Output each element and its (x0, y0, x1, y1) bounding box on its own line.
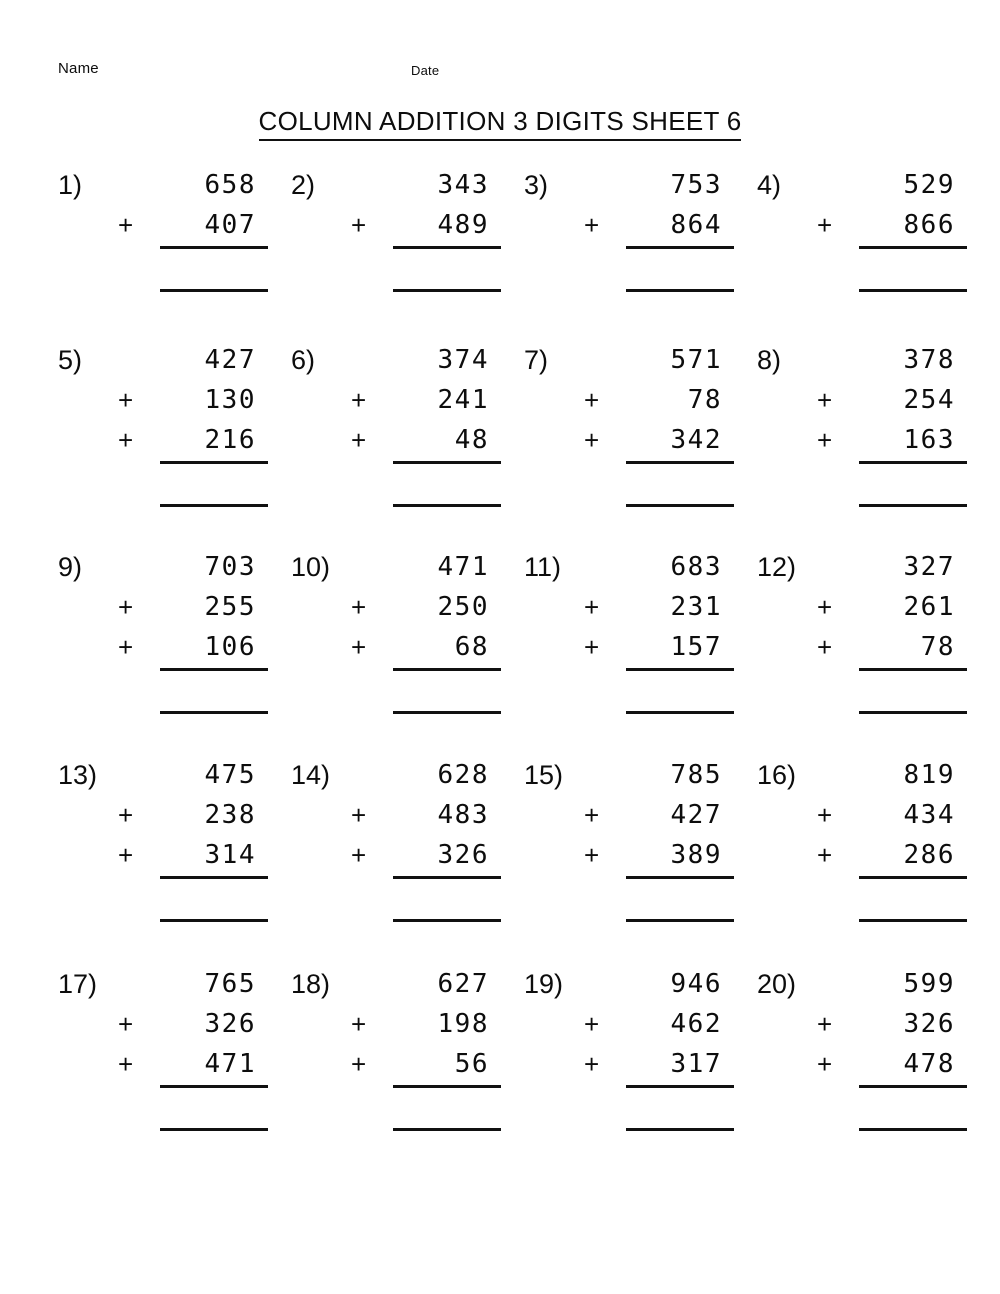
operand-rule (626, 668, 734, 671)
plus-operator: + (351, 632, 367, 662)
addend-value: 286 (903, 840, 955, 870)
addend-value: 216 (204, 425, 256, 455)
addition-problem (291, 964, 501, 1134)
plus-operator: + (118, 425, 134, 455)
first-addend-row (524, 165, 724, 205)
answer-rule[interactable] (393, 919, 501, 922)
operand-rule (160, 1085, 268, 1088)
addend-value: 571 (670, 345, 722, 375)
addend-value: 627 (437, 969, 489, 999)
addend-value: 471 (204, 1049, 256, 1079)
addend-row (291, 380, 491, 420)
operand-rule (160, 461, 268, 464)
addend-value: 374 (437, 345, 489, 375)
problem-number: 12) (757, 552, 797, 582)
addend-row (291, 587, 491, 627)
addend-row (757, 795, 957, 835)
addend-value: 483 (437, 800, 489, 830)
plus-operator: + (817, 1009, 833, 1039)
addend-value: 529 (903, 170, 955, 200)
answer-rule[interactable] (160, 919, 268, 922)
operand-rule (160, 668, 268, 671)
addend-value: 130 (204, 385, 256, 415)
problem-number: 6) (291, 345, 316, 375)
answer-rule[interactable] (626, 919, 734, 922)
addend-value: 241 (437, 385, 489, 415)
addend-value: 434 (903, 800, 955, 830)
addend-value: 427 (670, 800, 722, 830)
addend-stack (58, 755, 258, 875)
problem-number: 4) (757, 170, 782, 200)
addend-row (58, 1004, 258, 1044)
addend-stack (291, 964, 491, 1084)
answer-rule[interactable] (859, 711, 967, 714)
problem-number: 20) (757, 969, 797, 999)
plus-operator: + (118, 1009, 134, 1039)
addend-row (524, 205, 724, 245)
addition-problem (58, 755, 268, 925)
plus-operator: + (351, 385, 367, 415)
addend-value: 254 (903, 385, 955, 415)
addend-value: 628 (437, 760, 489, 790)
plus-operator: + (817, 1049, 833, 1079)
addend-value: 314 (204, 840, 256, 870)
addend-value: 785 (670, 760, 722, 790)
problem-number: 19) (524, 969, 564, 999)
answer-rule[interactable] (393, 1128, 501, 1131)
addition-problem (524, 547, 734, 717)
addition-problem (757, 340, 967, 510)
operand-rule (626, 1085, 734, 1088)
addend-row (524, 795, 724, 835)
first-addend-row (291, 755, 491, 795)
problem-number: 2) (291, 170, 316, 200)
addend-row (524, 627, 724, 667)
name-label: Name (58, 60, 99, 77)
first-addend-row (291, 964, 491, 1004)
plus-operator: + (118, 210, 134, 240)
operand-rule (859, 1085, 967, 1088)
problem-number: 13) (58, 760, 98, 790)
addend-row (524, 1044, 724, 1084)
first-addend-row (757, 755, 957, 795)
addend-row (58, 835, 258, 875)
first-addend-row (291, 165, 491, 205)
addend-value: 163 (903, 425, 955, 455)
problem-number: 7) (524, 345, 549, 375)
problem-number: 8) (757, 345, 782, 375)
addend-stack (757, 340, 957, 460)
answer-rule[interactable] (160, 504, 268, 507)
addend-value: 471 (437, 552, 489, 582)
addend-value: 106 (204, 632, 256, 662)
addition-problem (58, 964, 268, 1134)
addend-stack (524, 547, 724, 667)
plus-operator: + (817, 632, 833, 662)
operand-rule (160, 876, 268, 879)
addition-problem (524, 165, 734, 300)
plus-operator: + (118, 840, 134, 870)
plus-operator: + (351, 210, 367, 240)
problem-number: 16) (757, 760, 797, 790)
addend-row (58, 205, 258, 245)
problem-number: 3) (524, 170, 549, 200)
addition-problem (58, 165, 268, 300)
addend-stack (757, 165, 957, 245)
operand-rule (393, 246, 501, 249)
plus-operator: + (817, 210, 833, 240)
addend-value: 326 (903, 1009, 955, 1039)
problem-row (0, 547, 1000, 717)
plus-operator: + (351, 592, 367, 622)
addition-problem (757, 964, 967, 1134)
plus-operator: + (351, 1009, 367, 1039)
addend-stack (757, 547, 957, 667)
problem-number: 14) (291, 760, 331, 790)
addend-row (58, 420, 258, 460)
answer-rule[interactable] (859, 504, 967, 507)
operand-rule (393, 668, 501, 671)
addend-value: 48 (454, 425, 489, 455)
addition-problem (757, 165, 967, 300)
addend-row (757, 835, 957, 875)
addition-problem (524, 340, 734, 510)
addend-value: 683 (670, 552, 722, 582)
first-addend-row (58, 755, 258, 795)
page-title: COLUMN ADDITION 3 DIGITS SHEET 6 (259, 105, 742, 141)
date-label: Date (411, 63, 440, 78)
first-addend-row (524, 340, 724, 380)
addend-value: 378 (903, 345, 955, 375)
addend-row (757, 205, 957, 245)
addend-value: 78 (920, 632, 955, 662)
answer-rule[interactable] (859, 1128, 967, 1131)
addend-row (757, 380, 957, 420)
addend-value: 753 (670, 170, 722, 200)
addend-value: 56 (454, 1049, 489, 1079)
addend-value: 326 (437, 840, 489, 870)
addend-value: 250 (437, 592, 489, 622)
addend-value: 342 (670, 425, 722, 455)
plus-operator: + (817, 592, 833, 622)
addend-row (524, 1004, 724, 1044)
addition-problem (58, 340, 268, 510)
addend-value: 765 (204, 969, 256, 999)
addend-stack (524, 755, 724, 875)
addend-row (291, 835, 491, 875)
addend-stack (524, 964, 724, 1084)
plus-operator: + (817, 425, 833, 455)
addend-value: 489 (437, 210, 489, 240)
addend-value: 255 (204, 592, 256, 622)
addend-value: 389 (670, 840, 722, 870)
problem-number: 18) (291, 969, 331, 999)
addend-row (58, 587, 258, 627)
addend-value: 231 (670, 592, 722, 622)
addend-value: 238 (204, 800, 256, 830)
plus-operator: + (817, 840, 833, 870)
addend-stack (291, 547, 491, 667)
addend-value: 327 (903, 552, 955, 582)
addend-value: 599 (903, 969, 955, 999)
addend-row (291, 1004, 491, 1044)
addend-row (58, 380, 258, 420)
answer-rule[interactable] (626, 711, 734, 714)
operand-rule (859, 668, 967, 671)
addend-value: 78 (687, 385, 722, 415)
addend-stack (58, 340, 258, 460)
plus-operator: + (584, 425, 600, 455)
addend-value: 703 (204, 552, 256, 582)
addend-row (524, 587, 724, 627)
answer-rule[interactable] (160, 1128, 268, 1131)
addend-stack (524, 165, 724, 245)
addend-stack (291, 165, 491, 245)
plus-operator: + (351, 425, 367, 455)
answer-rule[interactable] (393, 504, 501, 507)
problem-number: 15) (524, 760, 564, 790)
addend-value: 866 (903, 210, 955, 240)
answer-rule[interactable] (160, 711, 268, 714)
addend-row (291, 205, 491, 245)
addend-value: 658 (204, 170, 256, 200)
first-addend-row (757, 340, 957, 380)
addition-problem (291, 165, 501, 300)
problem-number: 5) (58, 345, 83, 375)
operand-rule (859, 461, 967, 464)
addend-row (757, 1004, 957, 1044)
addend-row (58, 627, 258, 667)
first-addend-row (58, 340, 258, 380)
addend-stack (291, 755, 491, 875)
plus-operator: + (584, 1009, 600, 1039)
addition-problem (291, 340, 501, 510)
operand-rule (393, 876, 501, 879)
first-addend-row (757, 964, 957, 1004)
answer-rule[interactable] (160, 289, 268, 292)
addition-problem (291, 547, 501, 717)
addend-value: 475 (204, 760, 256, 790)
addend-row (524, 835, 724, 875)
operand-rule (859, 876, 967, 879)
addend-row (757, 587, 957, 627)
addition-problem (757, 547, 967, 717)
plus-operator: + (584, 840, 600, 870)
addend-value: 462 (670, 1009, 722, 1039)
first-addend-row (524, 964, 724, 1004)
addend-row (58, 795, 258, 835)
plus-operator: + (118, 592, 134, 622)
operand-rule (626, 246, 734, 249)
addition-problem (524, 964, 734, 1134)
worksheet-header (0, 58, 1000, 84)
answer-rule[interactable] (859, 289, 967, 292)
addend-stack (58, 165, 258, 245)
addition-problem (291, 755, 501, 925)
addend-row (291, 795, 491, 835)
plus-operator: + (817, 385, 833, 415)
answer-rule[interactable] (859, 919, 967, 922)
problem-number: 17) (58, 969, 98, 999)
addend-row (757, 627, 957, 667)
addition-problem (524, 755, 734, 925)
problem-number: 11) (524, 552, 562, 582)
addend-row (524, 380, 724, 420)
addend-row (291, 420, 491, 460)
addend-value: 68 (454, 632, 489, 662)
problem-number: 1) (58, 170, 83, 200)
addend-value: 819 (903, 760, 955, 790)
plus-operator: + (584, 1049, 600, 1079)
problem-row (0, 964, 1000, 1134)
answer-rule[interactable] (393, 289, 501, 292)
problem-number: 9) (58, 552, 83, 582)
addend-value: 198 (437, 1009, 489, 1039)
addend-stack (58, 964, 258, 1084)
plus-operator: + (584, 385, 600, 415)
problem-number: 10) (291, 552, 331, 582)
first-addend-row (524, 755, 724, 795)
operand-rule (626, 876, 734, 879)
first-addend-row (58, 165, 258, 205)
addend-stack (757, 755, 957, 875)
operand-rule (393, 1085, 501, 1088)
addend-value: 427 (204, 345, 256, 375)
addend-row (757, 1044, 957, 1084)
operand-rule (626, 461, 734, 464)
addend-value: 407 (204, 210, 256, 240)
addend-value: 864 (670, 210, 722, 240)
first-addend-row (757, 165, 957, 205)
first-addend-row (757, 547, 957, 587)
addend-value: 261 (903, 592, 955, 622)
first-addend-row (524, 547, 724, 587)
plus-operator: + (118, 385, 134, 415)
plus-operator: + (351, 840, 367, 870)
first-addend-row (58, 964, 258, 1004)
plus-operator: + (584, 632, 600, 662)
plus-operator: + (351, 1049, 367, 1079)
problem-row (0, 755, 1000, 925)
addend-stack (58, 547, 258, 667)
plus-operator: + (817, 800, 833, 830)
addend-value: 157 (670, 632, 722, 662)
first-addend-row (58, 547, 258, 587)
first-addend-row (291, 547, 491, 587)
plus-operator: + (351, 800, 367, 830)
addition-problem (757, 755, 967, 925)
operand-rule (393, 461, 501, 464)
addend-value: 317 (670, 1049, 722, 1079)
addend-row (757, 420, 957, 460)
operand-rule (859, 246, 967, 249)
addend-value: 946 (670, 969, 722, 999)
answer-rule[interactable] (393, 711, 501, 714)
plus-operator: + (584, 800, 600, 830)
addend-stack (524, 340, 724, 460)
answer-rule[interactable] (626, 504, 734, 507)
addend-stack (291, 340, 491, 460)
addend-stack (757, 964, 957, 1084)
plus-operator: + (118, 632, 134, 662)
plus-operator: + (118, 1049, 134, 1079)
plus-operator: + (584, 592, 600, 622)
problem-row (0, 165, 1000, 300)
answer-rule[interactable] (626, 1128, 734, 1131)
plus-operator: + (118, 800, 134, 830)
addend-row (291, 627, 491, 667)
addition-problem (58, 547, 268, 717)
answer-rule[interactable] (626, 289, 734, 292)
problem-row (0, 340, 1000, 510)
addend-value: 326 (204, 1009, 256, 1039)
addend-value: 478 (903, 1049, 955, 1079)
addend-row (524, 420, 724, 460)
plus-operator: + (584, 210, 600, 240)
addend-row (58, 1044, 258, 1084)
addend-value: 343 (437, 170, 489, 200)
operand-rule (160, 246, 268, 249)
title-container (0, 105, 1000, 141)
first-addend-row (291, 340, 491, 380)
addend-row (291, 1044, 491, 1084)
